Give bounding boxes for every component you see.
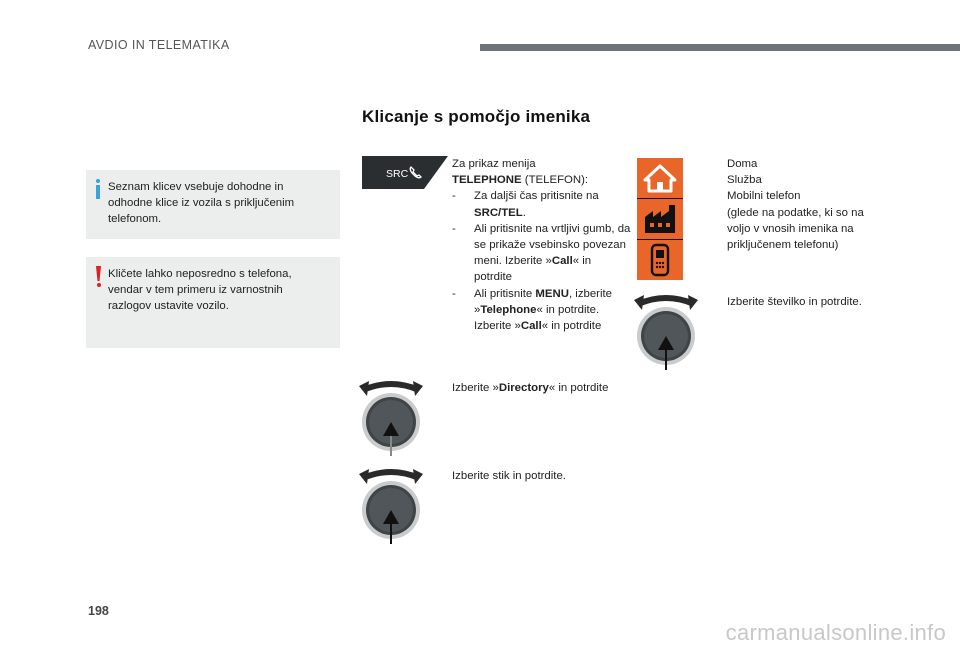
page-number: 198	[88, 604, 109, 618]
mobile-phone-icon	[637, 240, 683, 280]
header-bar	[480, 44, 960, 51]
warning-note-box	[86, 257, 340, 348]
section-header: AVDIO IN TELEMATIKA	[88, 38, 230, 52]
warning-note-text: Kličete lahko neposredno s telefona, vendar v tem primeru iz varnostnih razlogov ustavite vozilo.	[108, 268, 292, 312]
work-factory-icon	[637, 199, 683, 239]
info-note-box	[86, 170, 340, 239]
home-icon	[637, 158, 683, 198]
step3-instructions: Izberite stik in potrdite.	[452, 470, 566, 482]
contact-type-icons	[637, 158, 683, 280]
watermark: carmanualsonline.info	[725, 620, 946, 645]
info-note-text: Seznam klicev vsebuje dohodne in odhodne klice iz vozila s priključenim telefonom.	[108, 181, 295, 225]
rotary-knob-icon	[359, 466, 423, 546]
src-tel-button-icon	[362, 156, 448, 189]
step1-instructions: Za prikaz menija TELEPHONE (TELEFON): - Za daljši čas pritisnite na SRC/TEL. - Ali pritisnite na vrtljivi gumb, da se prikaže vsebinsko povezan meni. Izberite »Call« in potrdite - Ali pritisnite MENU, izberite »Telephone« in potrdite. Izberite »Call« in potrdite	[452, 158, 631, 333]
page-title: Klicanje s pomočjo imenika	[362, 107, 591, 126]
rotary-knob-icon	[359, 378, 423, 458]
step4-instructions: Izberite številko in potrdite.	[727, 296, 862, 308]
contact-types-list: Doma Služba Mobilni telefon (glede na podatke, ki so na voljo v vnosih imenika na priključenem telefonu)	[727, 158, 864, 252]
rotary-knob-icon	[634, 292, 698, 372]
warning-icon	[96, 266, 101, 287]
src-button-label: SRC	[386, 168, 409, 180]
step2-instructions: Izberite »Directory« in potrdite	[452, 382, 609, 394]
info-icon	[95, 179, 101, 199]
